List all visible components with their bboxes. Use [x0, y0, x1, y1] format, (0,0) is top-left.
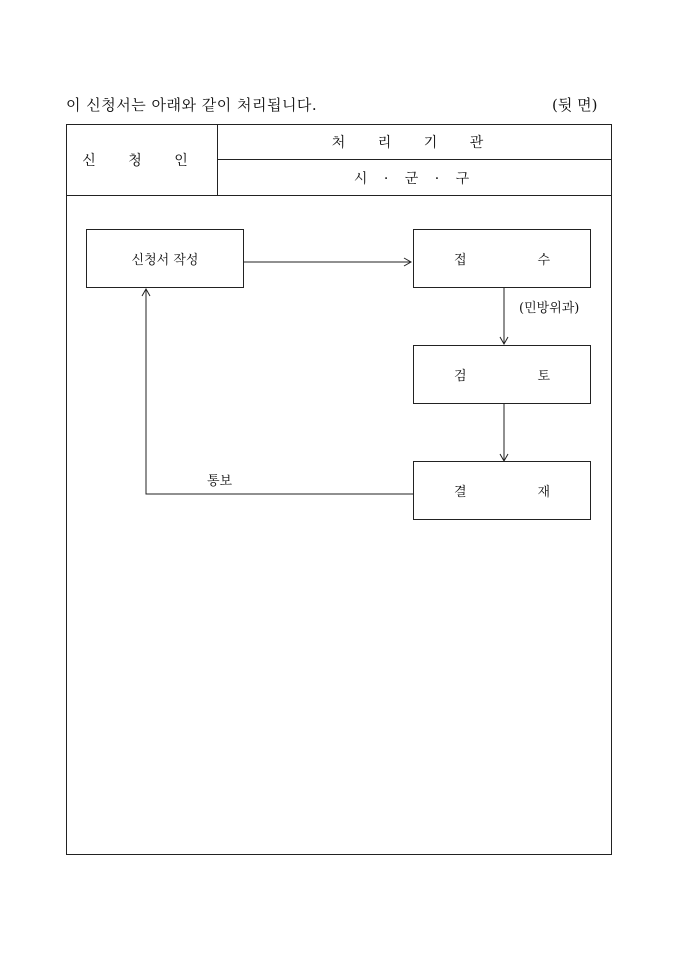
receive-box [413, 229, 591, 288]
office-cell: 시 · 군 · 구 [353, 170, 476, 187]
receive-label-left: 접 [454, 253, 467, 268]
notify-label: 통보 [207, 474, 233, 489]
arrow-notify-back [146, 289, 413, 494]
receive-label-right: 수 [537, 253, 550, 268]
approve-label-left: 결 [454, 485, 467, 500]
back-side-label: (뒷 면) [552, 96, 598, 114]
write-application-box [86, 229, 244, 288]
approve-label-right: 재 [537, 485, 550, 500]
intro-text: 이 신청서는 아래와 같이 처리됩니다. [66, 96, 318, 114]
receive-department-note: (민방위과) [519, 301, 580, 316]
review-box [413, 345, 591, 404]
write-application-label: 신청서 작성 [131, 253, 199, 268]
approve-box [413, 461, 591, 520]
agency-cell: 처 리 기 관 [331, 135, 498, 151]
review-label-left: 검 [454, 369, 467, 384]
applicant-cell: 신 청 인 [82, 153, 202, 169]
review-label-right: 토 [537, 369, 550, 384]
